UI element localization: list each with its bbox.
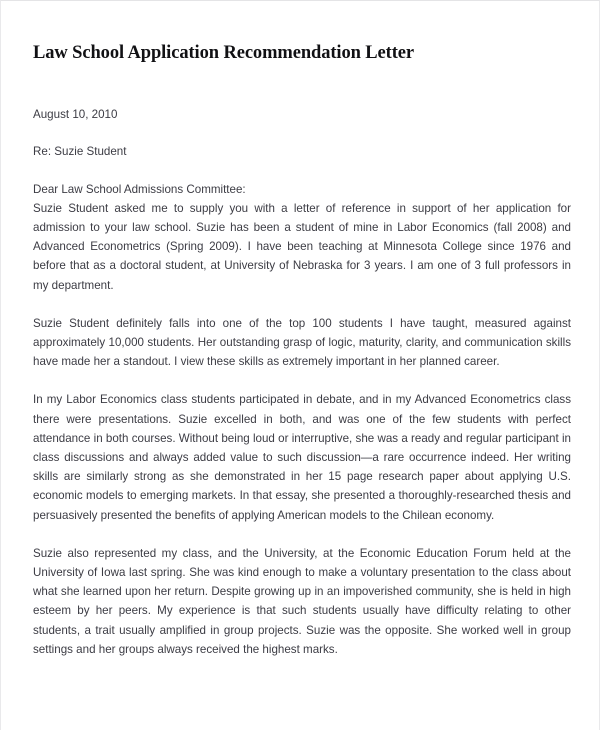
letter-paragraph: Suzie Student asked me to supply you with a letter of reference in support of her application for admission to your law school. Suzie has been a student of mine in Labor Economics (fall 2008) and Advanced Econometrics (Spring 2009). I have been teaching at Minnesota College since 1976 and before that as a doctoral student, at University of Nebraska for 3 years. I am one of 3 full professors in my department. <box>33 201 571 292</box>
letter-paragraph: Suzie Student definitely falls into one of the top 100 students I have taught, measured against approximately 10,000 students. Her outstanding grasp of logic, maturity, clarity, and communication skills have made her a standout. I view these skills as extremely important in her planned career. <box>33 316 571 369</box>
letter-date: August 10, 2010 <box>33 108 118 122</box>
letter-salutation: Dear Law School Admissions Committee: <box>33 182 246 196</box>
letter-subject-line: Re: Suzie Student <box>33 145 127 159</box>
letter-paragraph: Suzie also represented my class, and the University, at the Economic Education Forum held at the University of Iowa last spring. She was kind enough to make a voluntary presentation to the class about what she learned upon her return. Despite growing up in an impoverished community, she is held in high esteem by her peers. My experience is that such students usually have difficulty relating to other students, a trait usually amplified in group projects. Suzie was the opposite. She worked well in group settings and her groups always received the highest marks. <box>33 546 571 656</box>
letter-paragraph: In my Labor Economics class students participated in debate, and in my Advanced Econometrics class there were presentations. Suzie excelled in both, and was one of the few students with perfect attendance in both courses. Without being loud or interruptive, she was a ready and regular participant in class discussions and always added value to such discussion—a rare occurrence indeed. Her writing skills are similarly strong as she demonstrated in her 15 page research paper about applying U.S. economic models to emerging markets. In that essay, she presented a thoroughly-researched thesis and persuasively presented the benefits of applying American models to the Chilean economy. <box>33 393 571 522</box>
document-content <box>33 1 571 659</box>
page-title: Law School Application Recommendation Letter <box>33 43 415 63</box>
letter-body <box>33 105 571 659</box>
